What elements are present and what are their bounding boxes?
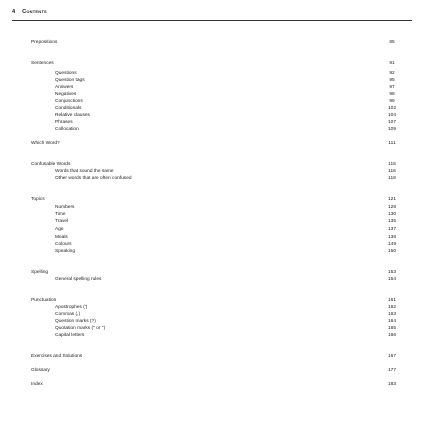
toc-page-number: 164 <box>387 319 396 324</box>
toc-subentry: Numbers <box>55 205 75 210</box>
toc-page-number: 118 <box>388 176 396 181</box>
toc-subentry: Age <box>55 227 64 232</box>
toc-section-title: Topics <box>31 197 45 202</box>
toc-subentry: General spelling rules <box>55 277 102 282</box>
toc-page-number: 98 <box>389 92 395 97</box>
toc-subentry: Question tags <box>55 78 85 83</box>
toc-page-number: 92 <box>389 71 395 76</box>
toc-page-number: 154 <box>387 277 396 282</box>
toc-page-number: 150 <box>387 249 396 254</box>
toc-section-title: Prepositions <box>31 40 58 45</box>
toc-subentry: Collocation <box>55 127 79 132</box>
toc-subentry: Travel <box>55 219 69 224</box>
toc-page-number: 162 <box>387 305 396 310</box>
toc-page-number: 121 <box>387 197 396 202</box>
chapter-number: 4 <box>12 9 16 15</box>
toc-subentry: Time <box>55 212 66 217</box>
toc-subentry: Questions <box>55 71 77 76</box>
header-rule <box>12 20 412 21</box>
toc-section-title: Exercises and Solutions <box>31 354 83 359</box>
toc-page-number: 111 <box>388 141 396 146</box>
chapter-title: Contents <box>22 9 47 15</box>
toc-section-title: Glossary <box>31 368 50 373</box>
toc-subentry: Other words that are often confused <box>55 176 132 181</box>
toc-page-number: 104 <box>387 113 396 118</box>
toc-page-number: 130 <box>387 212 396 217</box>
toc-page-number: 107 <box>387 120 396 125</box>
toc-subentry: Negatives <box>55 92 77 97</box>
toc-page-number: 161 <box>387 298 396 303</box>
toc-subentry: Apostrophes (') <box>55 305 88 310</box>
toc-page-number: 97 <box>389 85 395 90</box>
toc-subentry: Colours <box>55 242 72 247</box>
toc-subentry: Capital letters <box>55 333 85 338</box>
toc-page-number: 177 <box>387 368 396 373</box>
toc-section-title: Which Word? <box>31 141 60 146</box>
toc-page-number: 115 <box>388 162 396 167</box>
toc-page-number: 183 <box>387 382 396 387</box>
toc-page-number: 149 <box>387 242 396 247</box>
toc-page-number: 137 <box>387 227 396 232</box>
toc-subentry: Quotation marks (" or '') <box>55 326 106 331</box>
running-header <box>12 9 47 15</box>
toc-subentry: Answers <box>55 85 74 90</box>
toc-section-title: Confusable Words <box>31 162 71 167</box>
toc-page-number: 95 <box>389 78 395 83</box>
toc-subentry: Question marks (?) <box>55 319 96 324</box>
toc-page-number: 167 <box>387 354 396 359</box>
toc-page-number: 165 <box>387 326 396 331</box>
toc-page-number: 166 <box>387 333 396 338</box>
toc-page-number: 99 <box>389 99 395 104</box>
toc-page-number: 102 <box>387 106 396 111</box>
toc-page-number: 109 <box>387 127 396 132</box>
toc-subentry: Speaking <box>55 249 76 254</box>
toc-page-number: 153 <box>387 270 396 275</box>
toc-section-title: Punctuation <box>31 298 57 303</box>
toc-page-number: 138 <box>387 235 396 240</box>
toc-subentry: Commas (,) <box>55 312 81 317</box>
toc-page-number: 116 <box>388 169 396 174</box>
toc-section-title: Index <box>31 382 43 387</box>
toc-subentry: Meals <box>55 235 68 240</box>
toc-page-number: 91 <box>389 61 395 66</box>
toc-page-number: 163 <box>387 312 396 317</box>
toc-page-number: 128 <box>387 205 396 210</box>
toc-page-number: 85 <box>389 40 395 45</box>
toc-page-number: 135 <box>387 219 396 224</box>
toc-subentry: Words that sound the same <box>55 169 114 174</box>
toc-subentry: Relative clauses <box>55 113 90 118</box>
toc-section-title: Sentences <box>31 61 54 66</box>
toc-subentry: Conjunctions <box>55 99 83 104</box>
toc-subentry: Phrases <box>55 120 73 125</box>
toc-subentry: Conditionals <box>55 106 82 111</box>
toc-section-title: Spelling <box>31 270 49 275</box>
